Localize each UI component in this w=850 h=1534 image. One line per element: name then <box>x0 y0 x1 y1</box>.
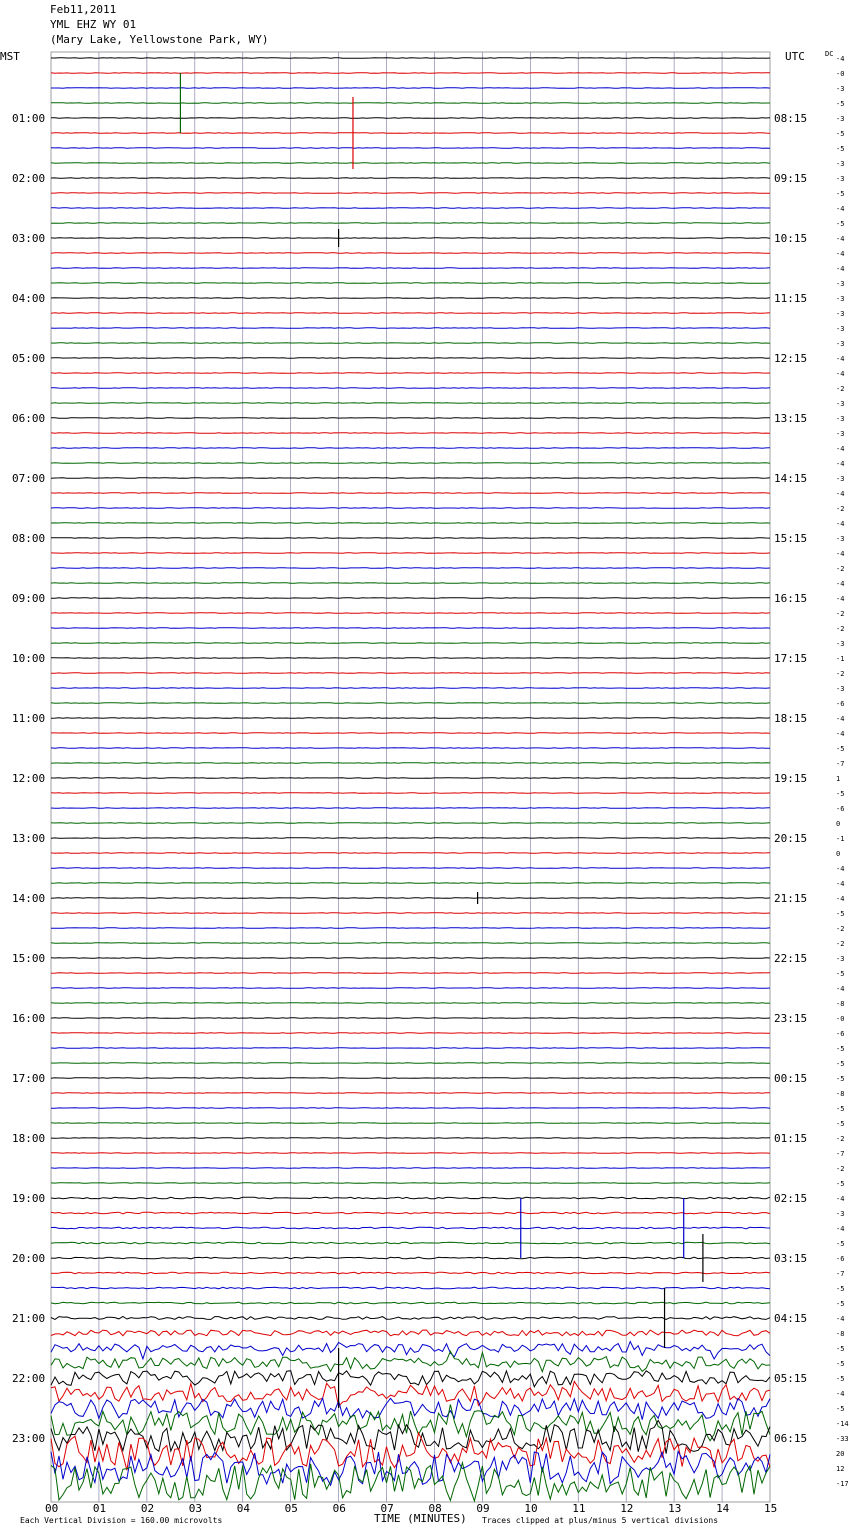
seismic-trace <box>51 373 770 374</box>
dc-offset-label: -5 <box>836 1285 845 1293</box>
dc-offset-label: -3 <box>836 340 845 348</box>
dc-offset-label: -5 <box>836 1405 845 1413</box>
seismic-trace <box>51 1048 770 1049</box>
dc-offset-label: -6 <box>836 805 845 813</box>
dc-offset-label: -3 <box>836 325 845 333</box>
dc-offset-label: -2 <box>836 670 845 678</box>
axis-labels <box>12 55 849 1515</box>
dc-offset-label: -5 <box>836 1075 845 1083</box>
dc-offset-label: -7 <box>836 760 845 768</box>
x-tick-label: 15 <box>764 1502 778 1515</box>
x-tick-label: 13 <box>668 1502 682 1515</box>
seismic-trace <box>51 628 770 629</box>
seismic-trace <box>51 1302 770 1304</box>
dc-offset-label: -5 <box>836 1120 845 1128</box>
utc-hour-label: 12:15 <box>774 352 808 365</box>
dc-offset-label: -2 <box>836 1165 845 1173</box>
seismic-trace <box>51 1317 770 1320</box>
dc-offset-label: -5 <box>836 790 845 798</box>
seismic-trace <box>51 1463 770 1501</box>
mst-hour-label: 09:00 <box>12 592 46 605</box>
mst-hour-label: 23:00 <box>12 1432 46 1445</box>
seismic-trace <box>51 808 770 809</box>
seismic-trace <box>51 418 770 419</box>
seismic-trace <box>51 598 770 599</box>
seismic-trace <box>51 778 770 779</box>
dc-offset-label: -3 <box>836 115 845 123</box>
dc-offset-label: -5 <box>836 745 845 753</box>
dc-offset-label: 0 <box>836 850 841 858</box>
dc-offset-label: -4 <box>836 370 845 378</box>
dc-offset-label: -3 <box>836 400 845 408</box>
dc-offset-label: -8 <box>836 1000 845 1008</box>
mst-hour-label: 16:00 <box>12 1012 46 1025</box>
dc-offset-label: -3 <box>836 535 845 543</box>
dc-offset-label: -4 <box>836 1315 845 1323</box>
dc-offset-label: -8 <box>836 1330 845 1338</box>
dc-offset-label: -4 <box>836 490 845 498</box>
dc-offset-label: 20 <box>836 1450 845 1458</box>
mst-hour-label: 11:00 <box>12 712 46 725</box>
seismic-trace <box>51 1123 770 1124</box>
mst-hour-label: 19:00 <box>12 1192 46 1205</box>
dc-offset-label: -3 <box>836 430 845 438</box>
seismic-trace <box>51 883 770 884</box>
utc-hour-label: 09:15 <box>774 172 808 185</box>
seismic-trace <box>51 298 770 299</box>
seismic-trace <box>51 1093 770 1094</box>
seismic-trace <box>51 793 770 794</box>
minute-grid <box>51 52 770 1502</box>
mst-hour-label: 05:00 <box>12 352 46 365</box>
seismic-trace <box>51 748 770 749</box>
dc-offset-label: -3 <box>836 160 845 168</box>
utc-hour-label: 22:15 <box>774 952 808 965</box>
seismic-trace <box>51 733 770 734</box>
mst-hour-label: 04:00 <box>12 292 46 305</box>
dc-offset-label: -4 <box>836 1195 845 1203</box>
dc-offset-label: -4 <box>836 895 845 903</box>
utc-hour-label: 17:15 <box>774 652 808 665</box>
utc-hour-label: 05:15 <box>774 1372 808 1385</box>
seismic-trace <box>51 613 770 614</box>
mst-hour-label: 14:00 <box>12 892 46 905</box>
seismic-trace <box>51 1330 770 1336</box>
dc-offset-label: -4 <box>836 445 845 453</box>
mst-hour-label: 12:00 <box>12 772 46 785</box>
dc-offset-label: -0 <box>836 1015 845 1023</box>
seismic-trace <box>51 73 770 74</box>
seismic-trace <box>51 763 770 764</box>
seismic-trace <box>51 553 770 554</box>
mst-hour-label: 07:00 <box>12 472 46 485</box>
plot-station: YML EHZ WY 01 <box>50 18 137 31</box>
dc-offset-label: -2 <box>836 505 845 513</box>
seismic-trace <box>51 1272 770 1274</box>
dc-offset-label: -5 <box>836 1345 845 1353</box>
mst-hour-label: 02:00 <box>12 172 46 185</box>
dc-offset-label: -4 <box>836 985 845 993</box>
seismic-trace <box>51 1351 770 1371</box>
mst-hour-label: 01:00 <box>12 112 46 125</box>
seismic-trace <box>51 643 770 644</box>
seismic-trace <box>51 1197 770 1199</box>
clip-note: Traces clipped at plus/minus 5 vertical divisions <box>482 1516 719 1525</box>
dc-offset-label: -14 <box>836 1420 849 1428</box>
utc-axis-title: UTC <box>785 50 805 63</box>
dc-offset-label: -2 <box>836 610 845 618</box>
seismic-trace <box>51 1227 770 1229</box>
seismic-trace <box>51 868 770 869</box>
dc-offset-label: -3 <box>836 280 845 288</box>
dc-offset-label: -3 <box>836 415 845 423</box>
seismic-trace <box>51 403 770 404</box>
x-tick-label: 06 <box>332 1502 346 1515</box>
seismic-trace <box>51 358 770 359</box>
mst-hour-label: 22:00 <box>12 1372 46 1385</box>
plot-date: Feb11,2011 <box>50 3 117 16</box>
dc-offset-label: -5 <box>836 1240 845 1248</box>
dc-offset-label: -6 <box>836 700 845 708</box>
seismic-trace <box>51 718 770 719</box>
utc-hour-label: 04:15 <box>774 1312 808 1325</box>
dc-offset-label: -4 <box>836 205 845 213</box>
seismic-trace <box>51 853 770 854</box>
seismic-trace <box>51 118 770 119</box>
seismic-trace <box>51 913 770 914</box>
dc-offset-label: -4 <box>836 730 845 738</box>
dc-offset-label: -7 <box>836 1270 845 1278</box>
mst-hour-label: 10:00 <box>12 652 46 665</box>
seismic-trace <box>51 493 770 494</box>
dc-offset-label: -5 <box>836 1375 845 1383</box>
seismic-trace <box>51 1371 770 1387</box>
dc-offset-label: -4 <box>836 265 845 273</box>
dc-offset-label: -4 <box>836 580 845 588</box>
seismic-trace <box>51 433 770 434</box>
mst-hour-label: 03:00 <box>12 232 46 245</box>
dc-offset-label: -4 <box>836 250 845 258</box>
seismic-trace <box>51 88 770 89</box>
seismic-trace <box>51 388 770 389</box>
x-tick-label: 09 <box>476 1502 490 1515</box>
seismic-trace <box>51 133 770 134</box>
mst-hour-label: 18:00 <box>12 1132 46 1145</box>
seismic-trace <box>51 148 770 149</box>
seismic-trace <box>51 703 770 704</box>
x-tick-label: 10 <box>524 1502 538 1515</box>
seismic-trace <box>51 268 770 269</box>
x-tick-label: 14 <box>716 1502 730 1515</box>
utc-hour-label: 16:15 <box>774 592 808 605</box>
utc-hour-label: 08:15 <box>774 112 808 125</box>
mst-hour-label: 13:00 <box>12 832 46 845</box>
dc-offset-label: -2 <box>836 940 845 948</box>
dc-offset-label: -4 <box>836 880 845 888</box>
plot-location: (Mary Lake, Yellowstone Park, WY) <box>50 33 269 46</box>
dc-offset-label: -3 <box>836 85 845 93</box>
seismic-trace <box>51 1078 770 1079</box>
dc-offset-label: -5 <box>836 1045 845 1053</box>
x-axis-title: TIME (MINUTES) <box>374 1512 467 1525</box>
x-tick-label: 00 <box>45 1502 59 1515</box>
seismic-trace <box>51 208 770 209</box>
dc-offset-label: -4 <box>836 235 845 243</box>
seismic-trace <box>51 253 770 254</box>
seismic-trace <box>51 1405 770 1441</box>
dc-offset-label: -3 <box>836 295 845 303</box>
dc-offset-label: -5 <box>836 220 845 228</box>
seismic-trace <box>51 343 770 344</box>
mst-hour-label: 21:00 <box>12 1312 46 1325</box>
dc-offset-label: -5 <box>836 1360 845 1368</box>
utc-hour-label: 20:15 <box>774 832 808 845</box>
seismic-trace <box>51 223 770 224</box>
dc-offset-label: -4 <box>836 865 845 873</box>
seismic-trace <box>51 1153 770 1154</box>
seismic-trace <box>51 1242 770 1244</box>
seismic-trace <box>51 283 770 284</box>
utc-hour-label: 01:15 <box>774 1132 808 1145</box>
dc-offset-label: -1 <box>836 835 845 843</box>
dc-offset-label: -5 <box>836 1060 845 1068</box>
utc-hour-label: 15:15 <box>774 532 808 545</box>
utc-hour-label: 03:15 <box>774 1252 808 1265</box>
dc-offset-label: -3 <box>836 1210 845 1218</box>
seismic-trace <box>51 478 770 479</box>
dc-offset-label: -33 <box>836 1435 849 1443</box>
dc-offset-label: -4 <box>836 550 845 558</box>
dc-offset-label: -4 <box>836 520 845 528</box>
dc-offset-label: -4 <box>836 460 845 468</box>
utc-hour-label: 19:15 <box>774 772 808 785</box>
dc-offset-label: -4 <box>836 1390 845 1398</box>
seismic-trace <box>51 1033 770 1034</box>
dc-offset-label: -3 <box>836 310 845 318</box>
seismic-trace <box>51 448 770 449</box>
utc-hour-label: 18:15 <box>774 712 808 725</box>
dc-offset-label: -1 <box>836 655 845 663</box>
dc-offset-label: -5 <box>836 1300 845 1308</box>
x-tick-label: 05 <box>284 1502 298 1515</box>
seismic-trace <box>51 313 770 314</box>
dc-offset-label: -4 <box>836 715 845 723</box>
dc-offset-label: -3 <box>836 475 845 483</box>
mst-hour-label: 08:00 <box>12 532 46 545</box>
dc-offset-label: -17 <box>836 1480 849 1488</box>
dc-offset-label: -3 <box>836 640 845 648</box>
seismic-trace <box>51 523 770 524</box>
seismic-trace <box>51 538 770 539</box>
seismic-trace <box>51 1183 770 1184</box>
mst-axis-title: MST <box>0 50 20 63</box>
utc-hour-label: 14:15 <box>774 472 808 485</box>
utc-hour-label: 13:15 <box>774 412 808 425</box>
dc-offset-label: -5 <box>836 130 845 138</box>
utc-hour-label: 21:15 <box>774 892 808 905</box>
utc-hour-label: 02:15 <box>774 1192 808 1205</box>
x-tick-label: 08 <box>428 1502 442 1515</box>
dc-offset-label: -5 <box>836 970 845 978</box>
dc-offset-label: -0 <box>836 70 845 78</box>
mst-hour-label: 20:00 <box>12 1252 46 1265</box>
dc-offset-label: -5 <box>836 190 845 198</box>
seismic-trace <box>51 1168 770 1169</box>
x-tick-label: 02 <box>140 1502 155 1515</box>
utc-hour-label: 11:15 <box>774 292 808 305</box>
x-tick-label: 07 <box>380 1502 394 1515</box>
seismic-trace <box>51 463 770 464</box>
dc-offset-label: -4 <box>836 355 845 363</box>
dc-offset-label: -4 <box>836 1225 845 1233</box>
seismic-trace <box>51 103 770 104</box>
seismic-trace <box>51 1108 770 1109</box>
seismic-trace <box>51 943 770 944</box>
seismic-trace <box>51 838 770 839</box>
seismic-trace <box>51 1063 770 1064</box>
mst-hour-label: 06:00 <box>12 412 46 425</box>
seismic-trace <box>51 988 770 989</box>
utc-hour-label: 06:15 <box>774 1432 808 1445</box>
mst-hour-label: 17:00 <box>12 1072 46 1085</box>
dc-offset-label: -2 <box>836 925 845 933</box>
dc-offset-label: -5 <box>836 1180 845 1188</box>
dc-offset-label: -5 <box>836 1105 845 1113</box>
seismic-trace <box>51 928 770 929</box>
dc-offset-label: -3 <box>836 955 845 963</box>
x-tick-label: 03 <box>188 1502 203 1515</box>
dc-axis-title: DC <box>825 50 834 58</box>
scale-note: Each Vertical Division = 160.00 microvolts <box>20 1516 223 1525</box>
seismic-trace <box>51 583 770 584</box>
seismic-trace <box>51 1287 770 1289</box>
x-tick-label: 01 <box>92 1502 107 1515</box>
seismic-trace <box>51 568 770 569</box>
dc-offset-label: 12 <box>836 1465 845 1473</box>
seismic-trace <box>51 973 770 974</box>
utc-hour-label: 10:15 <box>774 232 808 245</box>
dc-offset-label: 0 <box>836 820 841 828</box>
x-tick-label: 12 <box>620 1502 634 1515</box>
dc-offset-label: -3 <box>836 685 845 693</box>
seismic-trace <box>51 1257 770 1259</box>
seismic-trace <box>51 328 770 329</box>
utc-hour-label: 00:15 <box>774 1072 808 1085</box>
seismic-trace <box>51 688 770 689</box>
utc-hour-label: 23:15 <box>774 1012 808 1025</box>
dc-offset-label: -7 <box>836 1150 845 1158</box>
dc-offset-label: -3 <box>836 175 845 183</box>
dc-offset-label: -2 <box>836 1135 845 1143</box>
mst-hour-label: 15:00 <box>12 952 46 965</box>
seismic-trace <box>51 163 770 164</box>
seismic-trace <box>51 658 770 659</box>
seismic-trace <box>51 238 770 239</box>
dc-offset-label: -4 <box>836 55 845 63</box>
seismic-trace <box>51 823 770 824</box>
plot-frame <box>51 52 770 1502</box>
dc-offset-label: -5 <box>836 910 845 918</box>
seismic-trace <box>51 1212 770 1214</box>
dc-offset-label: -6 <box>836 1255 845 1263</box>
dc-offset-label: 1 <box>836 775 841 783</box>
dc-offset-label: -2 <box>836 565 845 573</box>
dc-offset-label: -5 <box>836 100 845 108</box>
seismic-trace <box>51 958 770 959</box>
dc-offset-label: -8 <box>836 1090 845 1098</box>
seismic-trace <box>51 1421 770 1454</box>
seismic-trace <box>51 58 770 59</box>
dc-offset-label: -6 <box>836 1030 845 1038</box>
seismic-trace <box>51 1138 770 1139</box>
seismic-trace <box>51 508 770 509</box>
seismic-trace <box>51 1342 770 1360</box>
x-tick-label: 04 <box>236 1502 250 1515</box>
dc-offset-label: -4 <box>836 595 845 603</box>
seismic-trace <box>51 1003 770 1004</box>
dc-offset-label: -5 <box>836 145 845 153</box>
dc-offset-label: -2 <box>836 625 845 633</box>
dc-offset-label: -2 <box>836 385 845 393</box>
seismic-traces <box>51 58 770 1501</box>
seismic-trace <box>51 1018 770 1019</box>
seismic-trace <box>51 178 770 179</box>
seismic-trace <box>51 193 770 194</box>
x-tick-label: 11 <box>572 1502 586 1515</box>
seismic-trace <box>51 898 770 899</box>
seismic-trace <box>51 673 770 674</box>
